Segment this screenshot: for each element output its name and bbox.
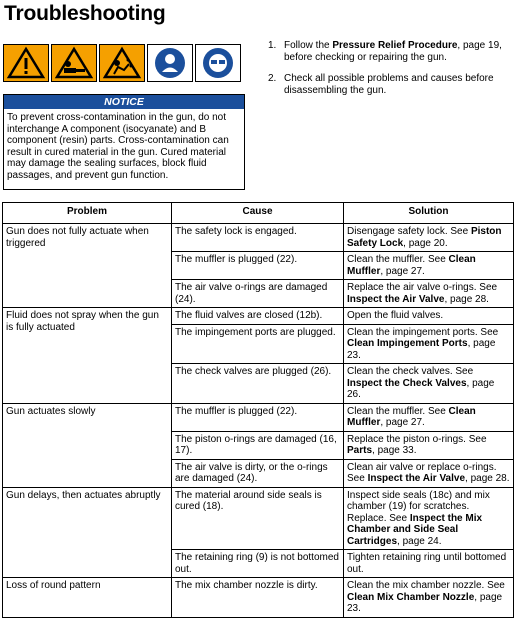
solution-page-ref: , page 33. [372, 445, 417, 456]
cause-cell: The air valve o-rings are damaged (24). [172, 280, 344, 308]
table-row [3, 224, 514, 252]
step-item [262, 73, 512, 97]
column-header-cause: Cause [172, 203, 344, 224]
step-text [284, 73, 512, 97]
solution-text: Clean the muffler. See [347, 405, 449, 417]
solution-text: Clean the muffler. See [347, 254, 449, 265]
step-text-tail: , page 19, before checking or repairing the gun. [284, 40, 502, 63]
solution-text: Inspect side seals (18c) and mix chamber (19) for scratches. Replace. See [347, 489, 490, 524]
cause-cell: The check valves are plugged (26). [172, 364, 344, 404]
step-text [284, 40, 512, 64]
step-text-plain: Check all possible problems and causes before disassembling the gun. [284, 73, 494, 96]
table-body [3, 224, 514, 618]
step-number: 1. [268, 40, 277, 51]
cause-cell: The muffler is plugged (22). [172, 252, 344, 280]
cause-cell: The fluid valves are closed (12b). [172, 308, 344, 325]
table-header-row [3, 203, 514, 224]
cause-cell: The impingement ports are plugged. [172, 324, 344, 364]
page-title: Troubleshooting [4, 2, 166, 25]
solution-cell [344, 308, 514, 325]
notice-body: To prevent cross-contamination in the gun, do not interchange A component (isocyanate) and B component (resin) parts. Cross-contamination can result in cured material in the gun. Cured material may damage the sealing surfaces, block fluid passages, and prevent gun function. [7, 112, 229, 181]
problem-cell: Gun does not fully actuate when triggered [3, 224, 172, 308]
solution-page-ref: , page 24. [397, 535, 442, 547]
skin-injection-warning-icon [51, 44, 97, 82]
solution-reference: Clean Impingement Ports [347, 338, 468, 349]
solution-page-ref: , page 26. [347, 377, 495, 400]
warning-icon [3, 44, 49, 82]
table-row [3, 578, 514, 618]
solution-cell [344, 487, 514, 550]
problem-cell: Loss of round pattern [3, 578, 172, 618]
solution-cell [344, 324, 514, 364]
solution-text: Open the fluid valves. [347, 310, 444, 321]
solution-page-ref: , page 28. [465, 473, 510, 484]
solution-reference: Inspect the Air Valve [347, 293, 445, 305]
solution-reference: Inspect the Air Valve [367, 473, 466, 484]
solution-text: Replace the air valve o-rings. See [347, 282, 498, 293]
solution-page-ref: , page 27. [380, 417, 425, 428]
solution-cell [344, 550, 514, 578]
solution-cell [344, 280, 514, 308]
cause-cell: The air valve is dirty, or the o-rings are damaged (24). [172, 459, 344, 487]
solution-reference: Inspect the Check Valves [347, 377, 467, 389]
solution-reference: Clean Muffler [347, 254, 476, 277]
solution-cell [344, 403, 514, 431]
table-row [3, 487, 514, 550]
solution-page-ref: , page 28. [444, 293, 489, 305]
solution-reference: Piston Safety Lock [347, 226, 502, 249]
solution-page-ref: , page 23. [347, 591, 503, 614]
solution-reference: Clean Mix Chamber Nozzle [347, 591, 475, 603]
solution-text: Replace the piston o-rings. See [347, 433, 487, 445]
solution-cell [344, 578, 514, 618]
cause-cell: The material around side seals is cured (18). [172, 487, 344, 550]
notice-box [3, 94, 245, 190]
solution-page-ref: , page 20. [403, 237, 448, 249]
solution-text: Tighten retaining ring until bottomed out. [347, 552, 507, 575]
hazard-icons [3, 44, 241, 82]
solution-cell [344, 431, 514, 459]
solution-cell [344, 459, 514, 487]
notice-heading: NOTICE [4, 95, 244, 109]
solution-cell [344, 224, 514, 252]
column-header-solution: Solution [344, 203, 514, 224]
cause-cell: The retaining ring (9) is not bottomed out. [172, 550, 344, 578]
column-header-problem: Problem [3, 203, 172, 224]
cause-cell: The piston o-rings are damaged (16, 17). [172, 431, 344, 459]
wear-eye-protection-icon [195, 44, 241, 82]
cause-cell: The safety lock is engaged. [172, 224, 344, 252]
solution-text: Clean air valve or replace o-rings. See [347, 461, 497, 484]
solution-text: Clean the check valves. See [347, 366, 474, 377]
problem-cell: Gun delays, then actuates abruptly [3, 487, 172, 578]
table-row [3, 308, 514, 325]
step-text-bold: Pressure Relief Procedure [332, 40, 458, 51]
solution-text: Clean the mix chamber nozzle. See [347, 580, 505, 591]
cause-cell: The muffler is plugged (22). [172, 403, 344, 431]
solution-cell [344, 364, 514, 404]
troubleshooting-table [2, 202, 514, 618]
procedure-steps [262, 40, 512, 106]
solution-cell [344, 252, 514, 280]
problem-cell: Fluid does not spray when the gun is fully actuated [3, 308, 172, 404]
step-item [262, 40, 512, 64]
solution-reference: Parts [347, 445, 373, 456]
solution-page-ref: , page 23. [347, 338, 496, 361]
solution-text: Disengage safety lock. See [347, 226, 471, 237]
solution-page-ref: , page 27. [380, 265, 425, 277]
problem-cell: Gun actuates slowly [3, 403, 172, 487]
splash-hazard-icon [99, 44, 145, 82]
wear-respirator-icon [147, 44, 193, 82]
step-text-plain: Follow the [284, 40, 333, 51]
cause-cell: The mix chamber nozzle is dirty. [172, 578, 344, 618]
step-number: 2. [268, 73, 277, 84]
solution-reference: Clean Muffler [347, 405, 476, 428]
table-row [3, 403, 514, 431]
solution-text: Clean the impingement ports. See [347, 326, 499, 338]
solution-reference: Inspect the Mix Chamber and Side Seal Cartridges [347, 512, 483, 547]
